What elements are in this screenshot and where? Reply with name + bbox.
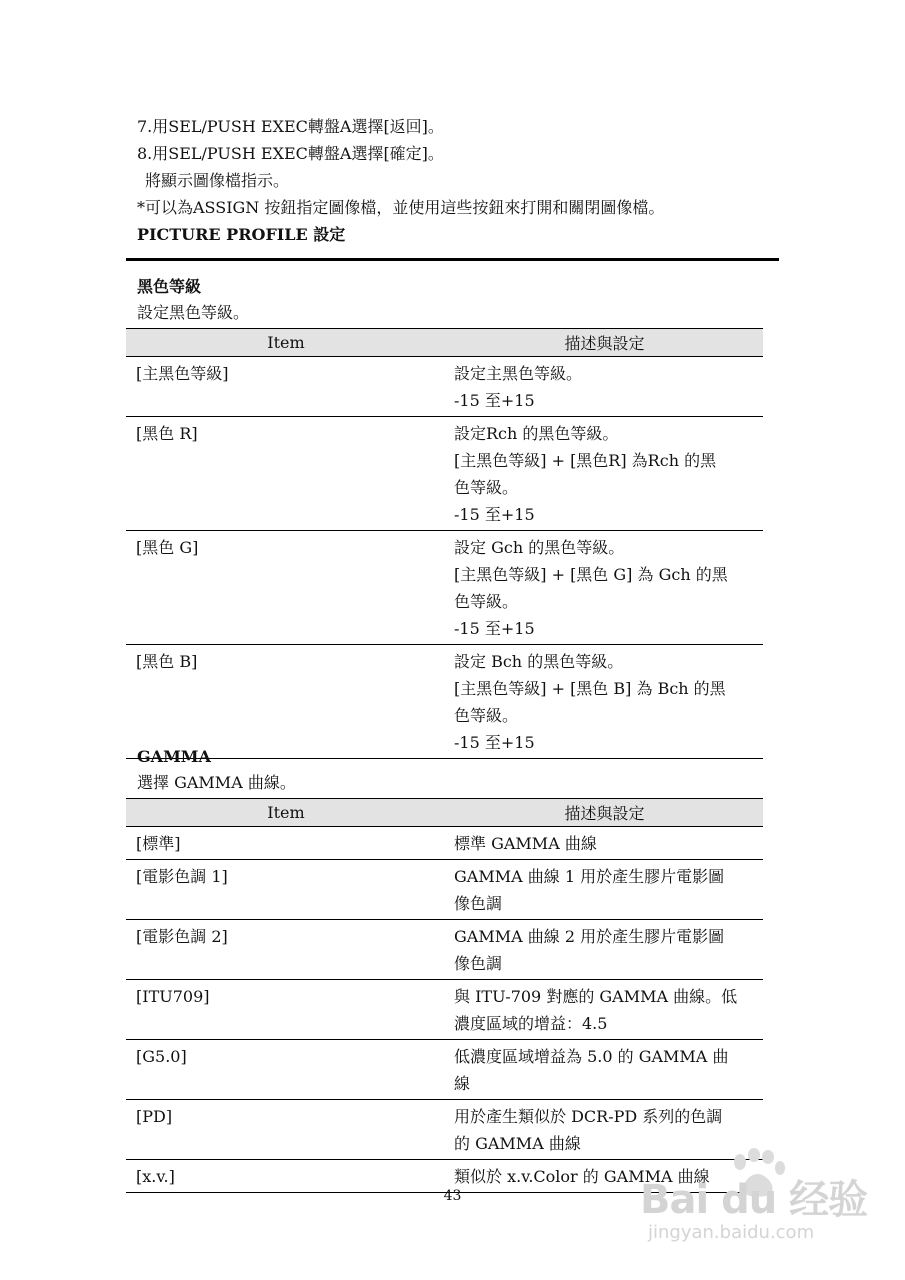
row-item: [黑色 G] — [126, 531, 446, 645]
table-row — [126, 645, 763, 759]
gamma-table — [126, 798, 763, 1193]
row-description — [446, 1040, 763, 1100]
assign-note: *可以為ASSIGN 按鈕指定圖像檔，並使用這些按鈕來打開和關閉圖像檔。 — [137, 198, 665, 217]
row-description — [446, 645, 763, 759]
table-row — [126, 980, 763, 1040]
header-description: 描述與設定 — [446, 329, 763, 357]
description-line: 線 — [454, 1074, 471, 1093]
description-line: 設定 Gch 的黑色等級。 — [454, 538, 625, 557]
header-description: 描述與設定 — [446, 799, 763, 827]
description-line: [主黑色等級] + [黑色 B] 為 Bch 的黑 — [454, 679, 726, 698]
description-line: 設定主黑色等級。 — [454, 364, 583, 383]
gamma-section-heading — [137, 744, 296, 796]
description-line: -15 至+15 — [454, 391, 535, 410]
step-7: 7.用SEL/PUSH EXEC轉盤A選擇[返回]。 — [137, 117, 444, 136]
row-item: [PD] — [126, 1100, 446, 1160]
description-line: -15 至+15 — [454, 505, 535, 524]
row-item: [ITU709] — [126, 980, 446, 1040]
page-number: 43 — [443, 1188, 462, 1204]
black-description: 設定黑色等級。 — [137, 303, 250, 322]
black-title: 黑色等級 — [137, 277, 202, 296]
row-item: [標準] — [126, 827, 446, 860]
row-description — [446, 860, 763, 920]
row-item: [黑色 R] — [126, 417, 446, 531]
row-item: [x.v.] — [126, 1160, 446, 1193]
header-item: Item — [126, 799, 446, 827]
black-level-table — [126, 328, 763, 759]
description-line: -15 至+15 — [454, 619, 535, 638]
table-row — [126, 531, 763, 645]
watermark-brand: Bai du 经验 — [640, 1177, 868, 1223]
table-row — [126, 1040, 763, 1100]
description-line: 類似於 x.v.Color 的 GAMMA 曲線 — [454, 1167, 710, 1186]
gamma-title: GAMMA — [137, 747, 211, 766]
row-item: [黑色 B] — [126, 645, 446, 759]
description-line: 色等級。 — [454, 478, 519, 497]
description-line: 的 GAMMA 曲線 — [454, 1134, 581, 1153]
table-row — [126, 920, 763, 980]
table-header-row — [126, 329, 763, 357]
section-heading: PICTURE PROFILE 設定 — [137, 225, 346, 244]
watermark — [640, 1148, 880, 1258]
description-line: 設定Rch 的黑色等級。 — [454, 424, 619, 443]
row-item: [G5.0] — [126, 1040, 446, 1100]
row-description — [446, 417, 763, 531]
header-item: Item — [126, 329, 446, 357]
row-description — [446, 827, 763, 860]
black-section-heading — [137, 274, 249, 326]
step-8: 8.用SEL/PUSH EXEC轉盤A選擇[確定]。 — [137, 144, 444, 163]
table-row — [126, 357, 763, 417]
description-line: 標準 GAMMA 曲線 — [454, 834, 597, 853]
table-header-row — [126, 799, 763, 827]
description-line: [主黑色等級] + [黑色R] 為Rch 的黑 — [454, 451, 717, 470]
table-row — [126, 860, 763, 920]
row-description — [446, 920, 763, 980]
watermark-url: jingyan.baidu.com — [648, 1222, 815, 1243]
gamma-description: 選擇 GAMMA 曲線。 — [137, 773, 296, 792]
description-line: 用於產生類似於 DCR-PD 系列的色調 — [454, 1107, 723, 1126]
row-item: [電影色調 2] — [126, 920, 446, 980]
description-line: GAMMA 曲線 1 用於產生膠片電影圖 — [454, 867, 725, 886]
description-line: -15 至+15 — [454, 733, 535, 752]
section-divider — [126, 258, 779, 261]
row-item: [主黑色等級] — [126, 357, 446, 417]
description-line: GAMMA 曲線 2 用於產生膠片電影圖 — [454, 927, 725, 946]
description-line: 色等級。 — [454, 592, 519, 611]
description-line: 色等級。 — [454, 706, 519, 725]
description-line: 設定 Bch 的黑色等級。 — [454, 652, 624, 671]
description-line: 低濃度區域增益為 5.0 的 GAMMA 曲 — [454, 1047, 729, 1066]
table-row — [126, 417, 763, 531]
description-line: [主黑色等級] + [黑色 G] 為 Gch 的黑 — [454, 565, 728, 584]
row-description — [446, 357, 763, 417]
row-description — [446, 531, 763, 645]
row-description — [446, 980, 763, 1040]
description-line: 像色調 — [454, 954, 503, 973]
description-line: 像色調 — [454, 894, 503, 913]
table-row — [126, 827, 763, 860]
description-line: 與 ITU-709 對應的 GAMMA 曲線。低 — [454, 987, 738, 1006]
step-note: 將顯示圖像檔指示。 — [145, 171, 290, 190]
row-item: [電影色調 1] — [126, 860, 446, 920]
description-line: 濃度區域的增益：4.5 — [454, 1014, 608, 1033]
intro-text — [137, 113, 664, 248]
